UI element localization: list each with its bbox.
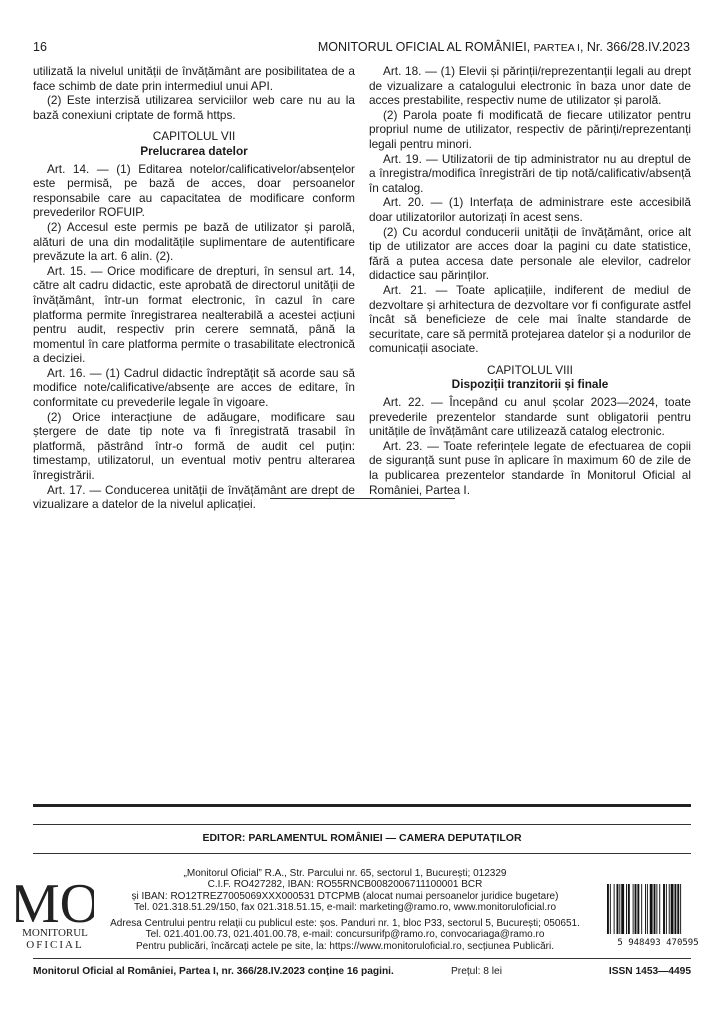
publisher-line: C.I.F. RO427282, IBAN: RO55RNCB0082006711100001 BCR: [207, 879, 483, 891]
publisher-line: „Monitorul Oficial” R.A., Str. Parcului nr. 65, sectorul 1, București; 012329: [183, 868, 507, 879]
publisher-line: și IBAN: RO12TREZ7005069XXX000531 DTCPMB (alocat numai persoanelor juridice bugetare): [131, 890, 559, 902]
barcode-bar: [637, 884, 639, 934]
issn: ISSN 1453—4495: [608, 966, 691, 977]
barcode-bar: [663, 884, 665, 934]
article-16-1: Art. 16. — (1) Cadrul didactic îndreptățit să acorde sau să modifice note/calificative/absențe are acces de editare, în conformitate cu prevederile legale în vigoare.: [33, 365, 355, 410]
article-17: Art. 17. — Conducerea unității de învățământ are drept de vizualizare a datelor de la nivelul aplicației.: [33, 482, 355, 512]
chapter-title: Dispoziții tranzitorii și finale: [451, 377, 609, 392]
article-16-2: (2) Orice interacțiune de adăugare, modificare sau ștergere de date tip note va fi înregistrată trasabil în platformă, păstrând într-o formă de audit cel puțin: timestamp, utilizatorul, un eventual motiv pentru alterarea înregistrării.: [33, 409, 355, 483]
logo-line-1: MONITORUL: [22, 927, 88, 939]
barcode-bar: [645, 884, 646, 934]
logo-icon: [16, 870, 94, 952]
barcode-bar: [654, 884, 656, 934]
article-18-2: (2) Parola poate fi modificată de fiecare utilizator pentru propriul nume de utilizator, respectiv de părinți/reprezentanți legali pentru minori.: [369, 107, 691, 151]
running-title: MONITORUL OFICIAL AL ROMÂNIEI, PARTEA I, Nr. 366/28.IV.2023: [317, 40, 690, 54]
barcode-bar: [656, 884, 657, 934]
article-23: Art. 23. — Toate referințele legate de efectuarea de copii de siguranță sunt puse în aplicare în maximum 60 de zile de la publicarea prezentelor standarde în Monitorul Oficial al României, Partea I.: [369, 438, 691, 497]
barcode-bar: [677, 884, 679, 934]
publisher-line: Pentru publicări, încărcați actele pe site, la: https://www.monitoruloficial.ro, secțiunea Publicări.: [136, 940, 554, 952]
publisher-line: Tel. 021.318.51.29/150, fax 021.318.51.15, e-mail: marketing@ramo.ro, www.monitoruloficial.ro: [133, 901, 557, 913]
paragraph: utilizată la nivelul unității de învățământ are posibilitatea de a face schimb de date prin intermediul unui API.: [33, 64, 355, 93]
bottom-top-rule: [33, 958, 691, 959]
article-14-2: (2) Accesul este permis pe bază de utilizator și parolă, alături de una din modalitățile suplimentare de autentificare prevăzute la art. 6 alin. (2).: [33, 219, 355, 264]
barcode-digits: 5 948493 470595: [617, 938, 699, 948]
article-14-1: Art. 14. — (1) Editarea notelor/calificativelor/absențelor este permisă, pe bază de acces, doar persoanelor responsabile care au capacitatea de modificare conform prevederilor ROFUIP.: [33, 161, 355, 220]
issue-info: Monitorul Oficial al României, Partea I, nr. 366/28.IV.2023 conține 16 pagini.: [33, 966, 394, 977]
page-number: 16: [33, 40, 47, 54]
barcode-bar: [671, 884, 674, 934]
barcode-bar: [669, 884, 670, 934]
article-20-2: (2) Cu acordul conducerii unității de învățământ, orice alt tip de utilizator are acces doar la pagini cu date statistice, fără a putea accesa date personale ale elevilor, cadrelor didactice sau părinților.: [369, 224, 691, 283]
barcode-bar: [614, 884, 615, 934]
logo-monogram: MO: [16, 873, 94, 935]
article-21: Art. 21. — Toate aplicațiile, indiferent de mediul de dezvoltare și arhitectura de dezvoltare vor fi configurate astfel încât să beneficieze de cele mai înalte standarde de securitate, care să permită protejarea datelor și a nodurilor de comunicații asociate.: [369, 282, 691, 356]
end-of-text-divider: [270, 498, 455, 499]
right-column: [369, 64, 691, 497]
barcode-bar: [628, 884, 630, 934]
article-18-1: Art. 18. — (1) Elevii și părinții/reprezentanții legali au drept de vizualizare a catalogului electronic în baza unor date de acces prestabilite, respectiv nume de utilizator și parolă.: [369, 64, 691, 108]
price: Prețul: 8 lei: [451, 966, 502, 977]
footer-top-rule: [33, 804, 691, 807]
chapter-title: Prelucrarea datelor: [140, 143, 248, 158]
chapter-heading: [369, 363, 691, 392]
barcode-bar: [610, 884, 611, 934]
editor-bottom-rule: [33, 853, 691, 854]
barcode-bar: [659, 884, 660, 934]
barcode-bar: [621, 884, 624, 934]
chapter-number: CAPITOLUL VIII: [487, 362, 573, 377]
barcode-bar: [680, 884, 681, 934]
article-20-1: Art. 20. — (1) Interfața de administrare este accesibilă doar utilizatorilor autorizați în acest sens.: [369, 195, 691, 224]
publisher-info: [100, 868, 590, 952]
left-column: [33, 64, 355, 512]
publisher-line: Adresa Centrului pentru relații cu publicul este: șos. Panduri nr. 1, bloc P33, sectorul 5, București; 050651.: [110, 918, 580, 930]
paragraph: (2) Este interzisă utilizarea serviciilor web care nu au la bază conexiuni criptate de formă https.: [33, 93, 355, 122]
barcode-bar: [626, 884, 627, 934]
publisher-line: Tel. 021.401.00.73, 021.401.00.78, e-mail: concursurifp@ramo.ro, convocariaga@ramo.ro: [145, 929, 545, 941]
editor-top-rule: [33, 824, 691, 825]
barcode-bar: [641, 884, 642, 934]
barcode-bar: [647, 884, 648, 934]
barcode-bar: [666, 884, 667, 934]
barcode-bar: [607, 884, 609, 934]
barcode-bar: [674, 884, 676, 934]
barcode-bar: [633, 884, 634, 934]
barcode-bar: [617, 884, 619, 934]
barcode-bar: [619, 884, 620, 934]
editor-line: EDITOR: PARLAMENTUL ROMÂNIEI — CAMERA DEPUTAȚILOR: [202, 832, 522, 844]
running-header: [33, 40, 690, 58]
barcode-bar: [650, 884, 653, 934]
monitorul-oficial-logo: [16, 870, 94, 952]
article-19: Art. 19. — Utilizatorii de tip administrator nu au dreptul de a înregistra/modifica înregistrări de tip notă/calificativ/absență în catalog.: [369, 151, 691, 195]
logo-line-2: OFICIAL: [26, 939, 84, 951]
article-15: Art. 15. — Orice modificare de drepturi, în sensul art. 14, către alt cadru didactic, este aprobată de directorul unității de învățământ, într-un format electronic, în cazul în care platforma permite înregistrarea nealterabilă a acestei acțiuni pentru audit, respectiv prin cerere semnată, până la momentul în care platforma permite o trasabilitate electronică a deciziei.: [33, 263, 355, 366]
article-22: Art. 22. — Începând cu anul școlar 2023—2024, toate prevederile prezentelor standarde sunt obligatorii pentru unitățile de învățământ care utilizează catalog electronic.: [369, 395, 691, 439]
bottom-bar: [33, 966, 691, 980]
barcode-icon: [603, 882, 713, 948]
barcode-bar: [635, 884, 637, 934]
barcode: [603, 882, 713, 948]
chapter-heading: [33, 129, 355, 158]
chapter-number: CAPITOLUL VII: [152, 129, 236, 144]
